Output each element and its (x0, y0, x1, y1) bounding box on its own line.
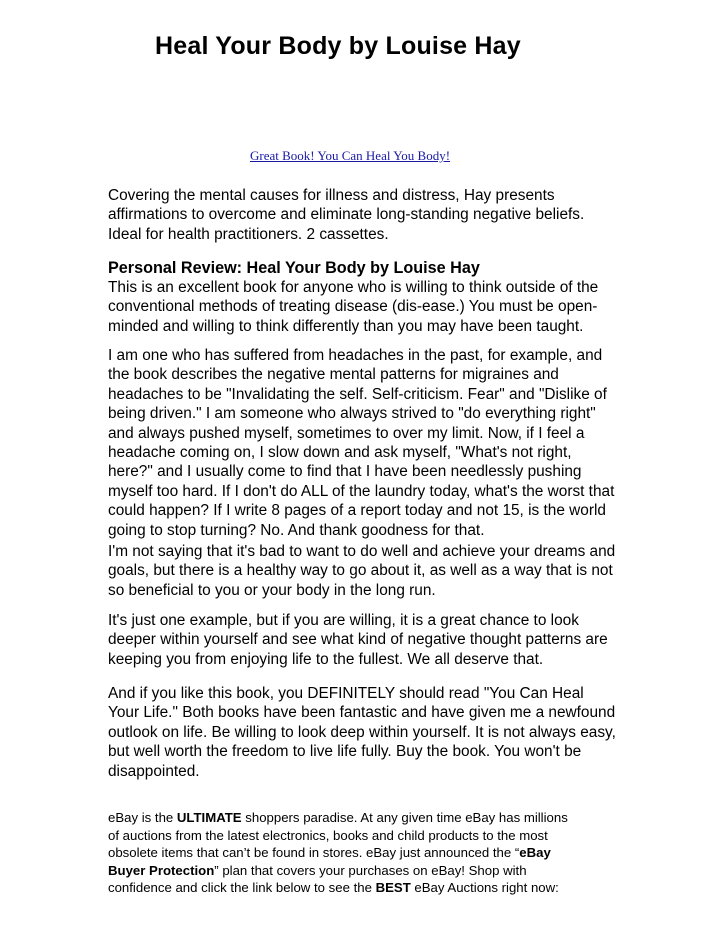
text-line: and always pushed myself, sometimes to over my limit. Now, if I feel a (108, 424, 585, 442)
emphasis-text: BEST (375, 880, 411, 896)
text-line (108, 879, 628, 897)
review-paragraph-1 (108, 278, 628, 336)
text-line: deeper within yourself and see what kind of negative thought patterns are (108, 631, 608, 649)
text-line: Your Life." Both books have been fantastic and have given me a newfound (108, 704, 616, 722)
text-run: eBay Auctions right now: (410, 880, 559, 896)
text-line: myself too hard. If I don't do ALL of the laundry today, what's the worst that (108, 482, 615, 500)
text-line: minded and willing to think differently than you may have been taught. (108, 317, 584, 335)
text-line: but well worth the freedom to live life fully. Buy the book. You won't be (108, 743, 582, 761)
text-line: I'm not saying that it's bad to want to do well and achieve your dreams and (108, 543, 616, 560)
text-run: confidence and click the link below to see the (108, 880, 376, 896)
emphasis-text: eBay (519, 845, 551, 861)
ebay-paragraph (108, 809, 628, 897)
book-link[interactable]: Great Book! You Can Heal You Body! (250, 148, 451, 163)
text-run: ” plan that covers your purchases on eBay! Shop with (214, 862, 527, 878)
text-line: so beneficial to you or your body in the long run. (108, 581, 436, 599)
text-line (108, 844, 628, 862)
text-line: goals, but there is a healthy way to go about it, as well as a way that is not (108, 562, 613, 580)
text-line: the book describes the negative mental patterns for migraines and (108, 366, 559, 384)
text-line: affirmations to overcome and eliminate long-standing negative beliefs. (108, 206, 585, 224)
text-line: This is an excellent book for anyone who is willing to think outside of the (108, 279, 599, 296)
review-paragraph-4 (108, 611, 628, 669)
emphasis-text: Buyer Protection (108, 862, 215, 878)
text-line: conventional methods of treating disease (dis-ease.) You must be open- (108, 298, 598, 316)
text-line: could happen? If I write 8 pages of a report today and not 15, is the world (108, 502, 606, 520)
text-line: going to stop turning? No. And thank goodness for that. (108, 521, 485, 539)
text-line (108, 809, 628, 827)
text-line: being driven." I am someone who always strived to "do everything right" (108, 405, 596, 423)
review-heading: Personal Review: Heal Your Body by Louise Hay (108, 259, 480, 277)
text-line: It's just one example, but if you are willing, it is a great chance to look (108, 612, 579, 629)
text-line: Covering the mental causes for illness and distress, Hay presents (108, 187, 555, 204)
page-title: Heal Your Body by Louise Hay (155, 32, 521, 60)
text-line: Ideal for health practitioners. 2 cassettes. (108, 225, 389, 243)
text-line (108, 862, 628, 880)
text-line: keeping you from enjoying life to the fullest. We all deserve that. (108, 650, 544, 668)
text-line: And if you like this book, you DEFINITELY should read "You Can Heal (108, 685, 584, 702)
text-line: disappointed. (108, 762, 200, 780)
text-run: obsolete items that can’t be found in stores. eBay just announced the “ (108, 845, 520, 861)
text-line: I am one who has suffered from headaches in the past, for example, and (108, 347, 603, 364)
text-line: outlook on life. Be willing to look deep within yourself. It is not always easy, (108, 723, 616, 741)
intro-paragraph (108, 186, 628, 244)
text-line: headache coming on, I slow down and ask myself, "What's not right, (108, 444, 572, 462)
text-run: eBay is the (108, 810, 177, 825)
review-paragraph-3 (108, 542, 628, 600)
text-line: of auctions from the latest electronics, books and child products to the most (108, 827, 548, 843)
text-run: shoppers paradise. At any given time eBay has millions (241, 810, 568, 825)
text-line: here?" and I usually come to find that I have been needlessly pushing (108, 463, 582, 481)
review-paragraph-5 (108, 684, 628, 781)
text-line: headaches to be "Invalidating the self. Self-criticism. Fear" and "Dislike of (108, 385, 607, 403)
review-paragraph-2 (108, 346, 628, 540)
emphasis-text: ULTIMATE (176, 810, 242, 825)
